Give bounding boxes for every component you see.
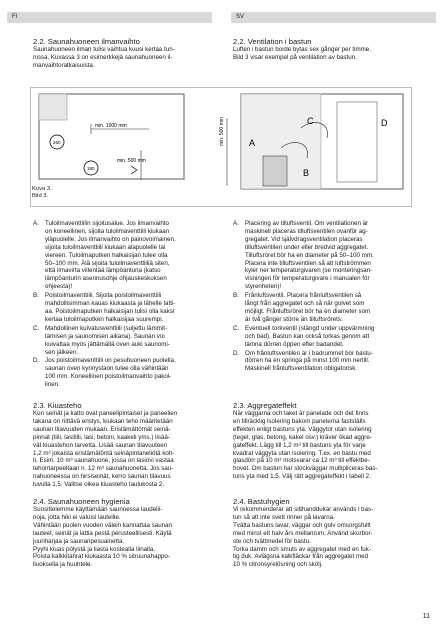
sv-section-2-4-line: tig duk. Avlägsna kalkfläckar från aggregatet med xyxy=(233,553,369,561)
fi-section-2-4-title: 2.4. Saunahuoneen hygienia xyxy=(33,497,130,506)
dim-label-500-vertical: min. 500 mm xyxy=(219,117,225,146)
fi-list-line: saunan oven kynnystaon tulee olla vähintään xyxy=(45,365,169,373)
sv-list-line: Placering av tilluftsventil. Om ventilationen är xyxy=(245,220,369,227)
fi-list-line: linen. xyxy=(45,381,60,389)
fi-section-2-4-line: Vähintään puolen vuoden välein kannattaa saunan xyxy=(33,521,172,529)
plan-arrow xyxy=(131,166,137,174)
fi-list-line: 50–100 mm. Älä sijoita tuloilmaventtiiliä siten, xyxy=(45,259,170,267)
sv-section-2-4-line: ste och tvättmedel för bastu. xyxy=(233,537,311,545)
fi-section-2-3-title: 2.3. Kiuasteho xyxy=(33,401,82,410)
fi-list-line: Mahdollinen kuivatusventtiili (suljettu lämmit- xyxy=(45,324,168,332)
fi-section-2-4-line: Pyyhi kiuas pölystä ja liasta kostealla liinalla. xyxy=(33,545,156,553)
label-b: B xyxy=(303,168,310,178)
fi-list-line: sen jälkeen. xyxy=(45,348,79,356)
sv-list-item-b xyxy=(233,292,423,324)
dim-label-1000: min. 1000 mm xyxy=(95,123,127,129)
sv-section-2-4-line: tun så att inte svett rinner på lavarna. xyxy=(233,513,335,521)
fi-list-item-a xyxy=(33,220,223,291)
fi-list-line: sijoita tuloilmaventtiili kiukaan alapuolelle tai xyxy=(45,243,166,251)
fi-list-line: on koneellinen, sijoita tuloilmaventtiili kiukaan xyxy=(45,227,170,235)
fi-section-2-3-line: Kun seinät ja katto ovat paneelipintaiset ja paneelien xyxy=(33,410,178,417)
sv-list-line: möjligt. Frånluftsröret bör ha en diameter som xyxy=(245,307,371,315)
sv-list-line: Frånluftsventil. Placera frånluftsventilen så xyxy=(245,292,362,300)
sv-list-line: styrenheten)! xyxy=(245,283,282,291)
lang-label-sv: SV xyxy=(236,14,245,20)
label-c: C xyxy=(307,116,314,126)
fi-section-2-4-line: liuoksella ja huuhtele. xyxy=(33,561,93,569)
label-d: D xyxy=(381,118,388,128)
fi-list-line: kertaa tuloilmaputken halkaisijaa suurempi. xyxy=(45,315,164,323)
fi-list-key: B. xyxy=(33,292,39,300)
fi-list xyxy=(33,220,223,390)
fi-section-2-4 xyxy=(33,497,223,569)
sv-intro-section xyxy=(233,37,423,62)
sv-section-2-3-title: 2.3. Aggregateffekt xyxy=(233,401,297,410)
sv-list-key: B. xyxy=(233,292,239,300)
sv-list-key: A. xyxy=(233,220,239,227)
fi-list-line: 100 mm. Koneellinen poistoilmanvaihto pakol- xyxy=(45,373,172,381)
label-a: A xyxy=(249,138,256,148)
plan-num-260: 260 xyxy=(53,140,61,145)
sv-intro-line: Bild 3 visar exempel på ventilation av bastun. xyxy=(233,53,357,61)
elevation-heater xyxy=(263,156,287,186)
sv-list-line: Tilluftsröret bör ha en diameter på 50–100 mm. xyxy=(245,251,374,259)
sv-list xyxy=(233,220,423,374)
fi-section-2-4-line: Suosittelemme käyttämään saunoessa laudelii- xyxy=(33,506,163,513)
sv-section-2-3 xyxy=(233,401,423,481)
fi-section-2-4-line: lauteet, seinät ja lattia pestä perusteellisesti. Käytä xyxy=(33,529,172,537)
ventilation-figure xyxy=(30,87,412,207)
fi-list-line: Jos poistoilmaventtiili on pesuhuoneen puolella, xyxy=(45,357,176,365)
sv-section-2-4 xyxy=(233,497,423,569)
fi-section-2-3-line: takana on riittävä eristys, kiukaan teho määritetään xyxy=(33,417,173,425)
fi-section-2-3 xyxy=(33,401,223,489)
sv-list-line: tilluftsventilen under eller bredvid aggregatet. xyxy=(245,243,369,251)
sv-section-2-3-line: effekten enligt bastuns yta. Väggytor utan isolering xyxy=(233,425,372,433)
sv-section-2-4-title: 2.4. Bastuhygien xyxy=(233,497,290,506)
fi-section-2-3-line: tehontarpeeltaan n. 12 m³ saunahuonetta. Jos sau- xyxy=(33,465,174,473)
dim-label-500: min. 500 mm xyxy=(117,158,146,164)
figure-caption xyxy=(32,186,52,200)
sv-section-2-4-line: Vi rekommenderar att sitthanddukar används i bas- xyxy=(233,506,374,513)
fi-list-item-d xyxy=(33,357,223,389)
fi-list-key: C. xyxy=(33,324,40,332)
fi-section-2-3-line: luvulla 1,5. Valitse oikea kiuasteho taulukosta 2. xyxy=(33,481,164,489)
figure-caption-sv: Bild 3. xyxy=(32,193,49,199)
fi-list-key: A. xyxy=(33,220,39,227)
sv-list-line: gregatet. Vid självdragsventilation placeras xyxy=(245,235,363,243)
sv-section-2-4-line: Torka damm och smuts av aggregatet med en fuk- xyxy=(233,545,371,553)
fi-intro-line: manvaihtoratkaisuista. xyxy=(33,61,95,69)
sv-list-item-d xyxy=(233,350,423,374)
figure-caption-fi: Kuva 3. xyxy=(32,186,52,192)
fi-section-2-3-line: saunan tilavuuden mukaan. Eristämättömät seinä- xyxy=(33,425,171,433)
fi-section-2-3-line: 1,2 m³ jokaista eristämätöntä seinäpintaneliötä koh- xyxy=(33,449,175,457)
sv-list-item-a xyxy=(233,220,423,291)
sv-section-2-3-line: tuns yta med 1,5. Välj rätt aggregateffekt i tabell 2. xyxy=(233,473,371,481)
sv-section-2-3-line: När väggarna och taket är panelade och det finns xyxy=(233,410,369,417)
fi-list-key: D. xyxy=(33,357,40,365)
sv-list-line: långt från aggregatet och så när golvet som xyxy=(245,300,365,308)
plan-num-180: 180 xyxy=(87,166,95,171)
lang-bar-sv xyxy=(231,12,436,23)
fi-section-2-3-line: ti. Esim. 10 m³ saunahuone, jossa on lasiovi vastaa xyxy=(33,457,174,465)
fi-list-line: Poistoilmaventtiili. Sijoita poistoilmaventtiili xyxy=(45,292,162,300)
fi-list-line: että ilmavirta viilentää lämpöanturia (katso xyxy=(45,267,161,275)
fi-section-2-4-line: juuriharjaa ja saunanpesuainetta. xyxy=(33,537,125,545)
fi-list-item-b xyxy=(33,292,223,324)
sv-list-key: C. xyxy=(233,324,240,332)
fi-section-2-3-line: pinnat (tiili, lasitiili, lasi, betoni, kaakeli yms.) lisää- xyxy=(33,433,170,441)
fi-intro-line: Saunahuoneen ilman tulisi vaihtua kuusi kertaa tun- xyxy=(33,46,175,53)
sv-list-line: visningen för temperaturgivare i manualen för xyxy=(245,275,370,283)
fi-list-item-c xyxy=(33,325,223,357)
fi-list-line: kuivattaa myös jättämällä oven auki saunomi- xyxy=(45,340,170,348)
sv-intro-line: Luften i bastun borde bytas sex gånger per timme. xyxy=(233,46,371,53)
fi-intro-line: nissa. Kuvassa 3 on esimerkkejä saunahuoneen il- xyxy=(33,53,173,61)
fi-list-line: viereen. Tuloilmaputken halkaisijan tulee olla xyxy=(45,251,168,259)
fi-list-line: Tuloilmaventtiilin sijoitusalue. Jos ilmanvaihto xyxy=(45,220,169,227)
fi-intro-title: 2.2. Saunahuoneen ilmanvaihto xyxy=(33,37,140,46)
plan-zone-shade xyxy=(39,94,67,120)
sv-list-line: maskinell placeras tilluftsventilen ovanför ag- xyxy=(245,227,368,235)
elevation-door xyxy=(337,102,377,182)
sv-list-line: Eventuell torkventil (stängd under uppvärmning xyxy=(245,324,375,332)
sv-list-line: Placera inte tilluftsventilen så att luftströmmen xyxy=(245,259,371,267)
fi-list-line: lämpöanturin asennusohje ohjauskeskuksen xyxy=(45,275,167,283)
sv-intro-title: 2.2. Ventilation i bastun xyxy=(233,37,312,46)
sv-list-line: är två gånger större än tilluftsrörets. xyxy=(245,315,343,323)
fi-list-line: aa. Poistoilmaputken halkaisijan tulisi olla kaksi xyxy=(45,307,175,315)
fi-section-2-4-line: noja, jotta hiki ei valuisi lauteille. xyxy=(33,513,121,521)
fi-intro-section xyxy=(33,37,223,70)
sv-section-2-4-line: 10 % citronsyrelösning och skölj. xyxy=(233,561,323,569)
sv-list-line: Maskinell frånluftsventilation obligatorisk. xyxy=(245,365,358,373)
lang-label-fi: FI xyxy=(12,14,18,20)
sv-section-2-4-line: med minst ett halv års mellanrum. Använd skurbor- xyxy=(233,529,373,537)
sv-section-2-3-line: gateffekt. Lägg till 1,2 m³ till bastuns yta för varje xyxy=(233,441,366,449)
fi-list-line: yläpuolelle. Jos ilmanvaihto on painovoimainen, xyxy=(45,235,176,243)
page-number: 11 xyxy=(422,613,430,620)
sv-list-line: lämna dörren öppen efter badandet. xyxy=(245,340,344,348)
sv-list-line: kyler ner temperaturgivaren (se monteringsan- xyxy=(245,267,373,275)
ventilation-diagram xyxy=(31,88,411,206)
sv-section-2-3-line: kvadrat väggyta utan isolering. T.ex. en bastu med xyxy=(233,449,371,457)
fi-section-2-3-line: vät kiuastehon tarvetta. Lisää saunan tilavuuteen xyxy=(33,441,168,449)
sv-list-item-c xyxy=(233,325,423,349)
sv-section-2-3-line: en tillräcklig isolering bakom panelerna fastställs xyxy=(233,417,366,425)
fi-list-line: ohjeesta)! xyxy=(45,283,73,291)
sv-section-2-4-line: Tvätta bastuns lavar, väggar och golv omsorgsfullt xyxy=(233,521,371,529)
sv-section-2-3-line: (tegel, glas, betong, kakel osv.) kräver ökad aggre- xyxy=(233,433,372,441)
sv-section-2-3-line: hovet. Om bastun har stockväggar multipliceras bas- xyxy=(233,465,378,473)
fi-section-2-3-line: nahuoneessa on hirsiseinät, kerro saunan tilavuus xyxy=(33,473,171,481)
sv-list-line: dörren ha en springa på minst 100 mm nertill. xyxy=(245,357,370,365)
fi-list-line: mahdollisimman kauas kiukaasta ja lähelle latti- xyxy=(45,300,176,308)
sv-list-key: D. xyxy=(233,349,240,357)
sv-list-line: Om frånluftsventilen är i badrummet bör bastu- xyxy=(245,349,373,357)
fi-list-line: tämisen ja saunomisen aikana). Saunan voi xyxy=(45,332,165,340)
fi-section-2-4-line: Poista kalkkitahrat kiukaasta 10 % sitruunahappo- xyxy=(33,553,170,561)
sv-section-2-3-line: glasdörr på 10 m³ motsvarar ca 12 m³ till effektbe- xyxy=(233,457,370,465)
sv-list-line: och bad). Bastun kan också torkas genom att xyxy=(245,332,370,340)
lang-bar-fi xyxy=(7,12,212,23)
